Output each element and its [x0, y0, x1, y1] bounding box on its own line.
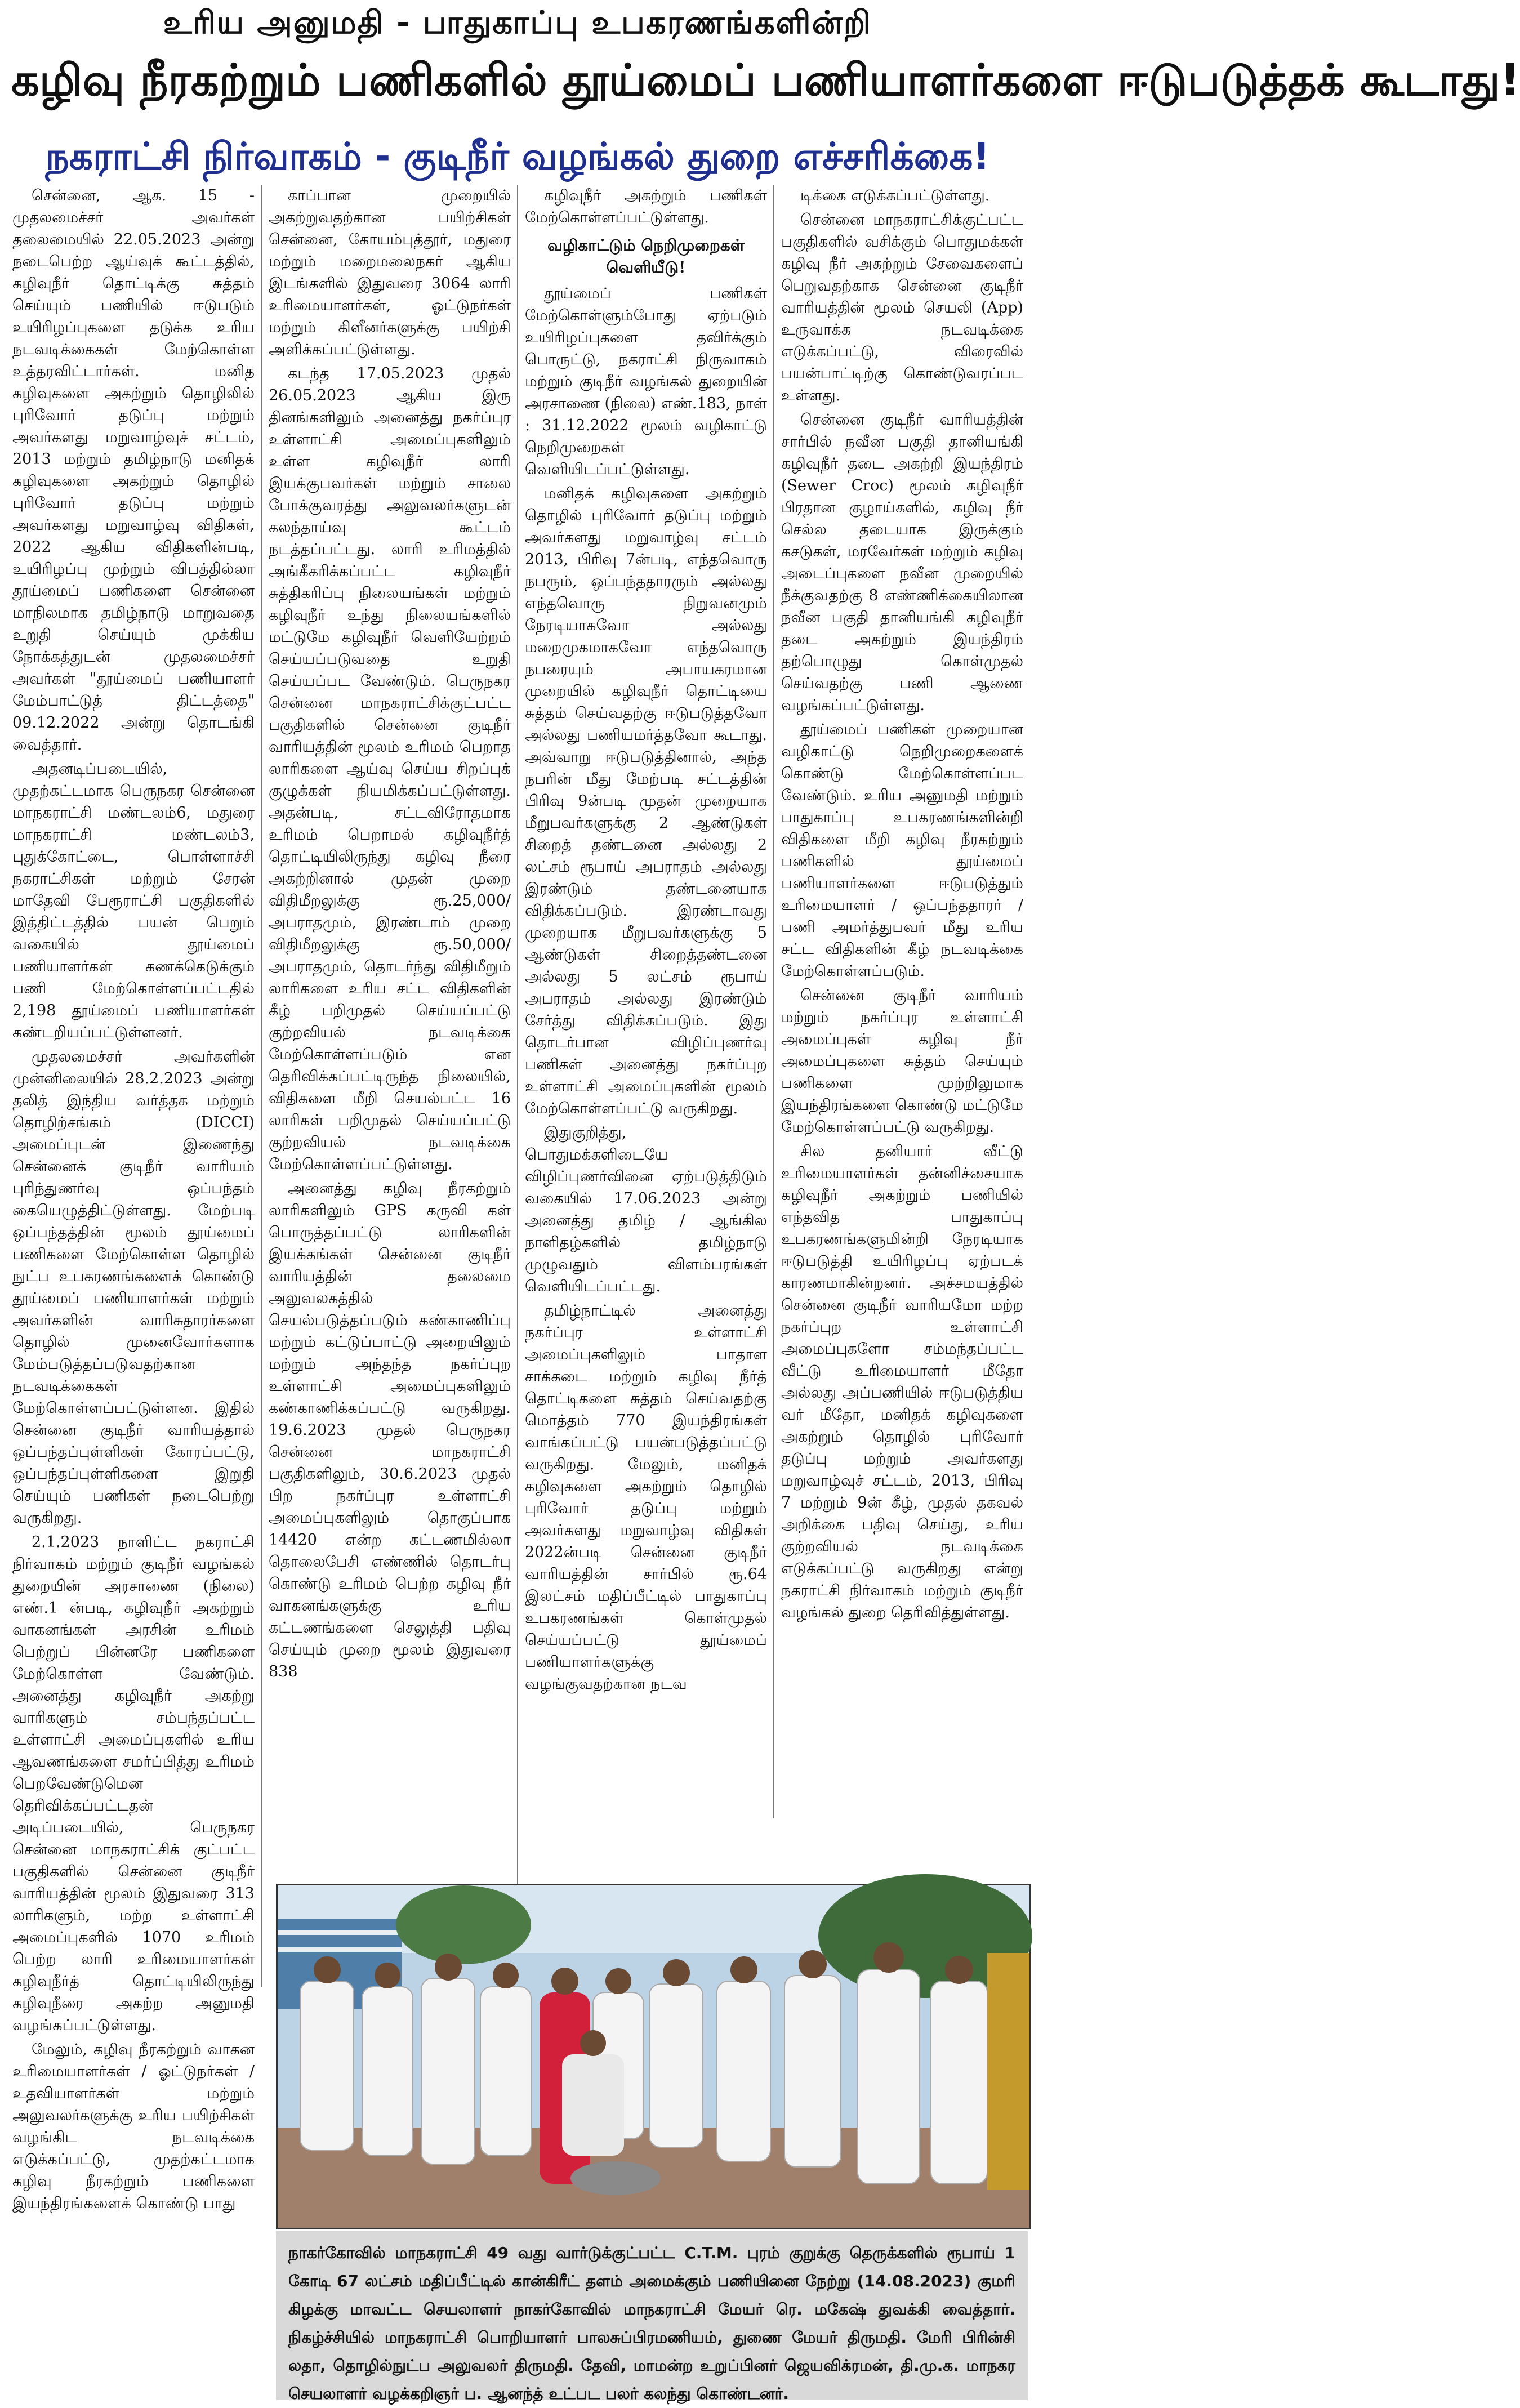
- paragraph: அனைத்து கழிவு நீரகற்றும் லாரிகளிலும் GPS கருவி கள் பொருத்தப்பட்டு லாரிகளின் இயக்கங்கள் சென்னை குடிநீர் வாரியத்தின் தலைமை அலுவலகத்தில் செயல்படுத்தப்படும் கண்காணிப்பு மற்றும் கட்டுப்பாட்டு அறையிலும் மற்றும் அந்தந்த நகர்ப்புற உள்ளாட்சி அமைப்புகளிலும் கண்காணிக்கப்பட்டு வருகிறது. 19.6.2023 முதல் பெருநகர சென்னை மாநகராட்சி பகுதிகளிலும், 30.6.2023 முதல் பிற நகர்ப்புர உள்ளாட்சி அமைப்புகளிலும் தொகுப்பாக 14420 என்ற கட்டணமில்லா தொலைபேசி எண்ணில் தொடர்பு கொண்டு உரிமம் பெற்ற கழிவு நீர் வாகனங்களுக்கு உரிய கட்டணங்களை செலுத்தி பதிவு செய்யும் முறை மூலம் இதுவரை 838: [269, 1180, 511, 1680]
- paragraph: சில தனியார் வீட்டு உரிமையாளர்கள் தன்னிச்சையாக கழிவுநீர் அகற்றும் பணியில் எந்தவித பாதுகாப்பு உபகரணங்களுமின்றி நேரடியாக ஈடுபடுத்தி உயிரிழப்பு ஏற்படக் காரணமாகின்றனர். அச்சமயத்தில் சென்னை குடிநீர் வாரியமோ மற்ற நகர்ப்புற உள்ளாட்சி அமைப்புகளோ சம்மந்தப்பட்ட வீட்டு உரிமையாளர் மீதோ அல்லது அப்பணியில் ஈடுபடுத்திய வர் மீதோ, மனிதக் கழிவுகளை அகற்றும் தொழில் புரிவோர் தடுப்பு மற்றும் அவர்களது மறுவாழ்வுச் சட்டம், 2013, பிரிவு 7 மற்றும் 9ன் கீழ், முதல் தகவல் அறிக்கை பதிவு செய்து, உரிய குற்றவியல் நடவடிக்கை எடுக்கப்பட்டு வருகிறது என்று நகராட்சி நிர்வாகம் மற்றும் குடிநீர் வழங்கல் துறை தெரிவித்துள்ளது.: [781, 1143, 1023, 1621]
- paragraph: சென்னை, ஆக. 15 - முதலமைச்சர் அவர்கள் தலைமையில் 22.05.2023 அன்று நடைபெற்ற ஆய்வுக் கூட்டத்தில், கழிவுநீர் தொட்டிக்கு சுத்தம் செய்யும் பணியில் ஈடுபடும் உயிரிழப்புகளை தடுக்க உரிய நடவடிக்கைகள் மேற்கொள்ள உத்தரவிட்டார்கள். மனித கழிவுகளை அகற்றும் தொழிலில் புரிவோர் தடுப்பு மற்றும் அவர்களது மறுவாழ்வுச் சட்டம், 2013 மற்றும் தமிழ்நாடு மனிதக் கழிவுகளை அகற்றும் தொழில் புரிவோர் தடுப்பு மற்றும் அவர்களது மறுவாழ்வு விதிகள், 2022 ஆகிய விதிகளின்படி, உயிரிழப்பு முற்றும் விபத்தில்லா தூய்மைப் பணிகளை சென்னை மாநிலமாக தமிழ்நாடு மாறுவதை உறுதி செய்யும் முக்கிய நோக்கத்துடன் முதலமைச்சர் அவர்கள் "தூய்மைப் பணியாளர் மேம்பாட்டுத் திட்டத்தை" 09.12.2022 அன்று தொடங்கி வைத்தார்.: [12, 187, 255, 753]
- column-divider: [261, 185, 262, 1987]
- kicker: உரிய அனுமதி - பாதுகாப்பு உபகரணங்களின்றி: [163, 5, 872, 41]
- paragraph: காப்பான முறையில் அகற்றுவதற்கான பயிற்சிகள் சென்னை, கோயம்புத்தூர், மதுரை மற்றும் மறைமலைநகர் ஆகிய இடங்களில் இதுவரை 3064 லாரி உரிமையாளர்கள், ஓட்டுநர்கள் மற்றும் கிளீனர்களுக்கு பயிற்சி அளிக்கப்பட்டுள்ளது.: [269, 187, 511, 358]
- side-heading: வழிகாட்டும் நெறிமுறைகள் வெளியீடு!: [547, 236, 745, 277]
- headline: கழிவு நீரகற்றும் பணிகளில் தூய்மைப் பணியாளர்களை ஈடுபடுத்தக் கூடாது!: [11, 55, 1520, 106]
- paragraph: கடந்த 17.05.2023 முதல் 26.05.2023 ஆகிய இரு தினங்களிலும் அனைத்து நகர்ப்புர உள்ளாட்சி அமைப்புகளிலும் உள்ள கழிவுநீர் லாரி இயக்குபவர்கள் மற்றும் சாலை போக்குவரத்து அலுவலர்களுடன் கலந்தாய்வு கூட்டம் நடத்தப்பட்டது. லாரி உரிமத்தில் அங்கீகரிக்கப்பட்ட கழிவுநீர் சுத்திகரிப்பு நிலையங்கள் மற்றும் கழிவுநீர் உந்து நிலையங்களில் மட்டுமே கழிவுநீர் வெளியேற்றம் செய்யப்படுவதை உறுதி செய்யப்பட வேண்டும். பெருநகர சென்னை மாநகராட்சிக்குட்பட்ட பகுதிகளில் சென்னை குடிநீர் வாரியத்தின் மூலம் உரிமம் பெறாத லாரிகளை ஆய்வு செய்ய சிறப்புக் குழுக்கள் நியமிக்கப்பட்டுள்ளது. அதன்படி, சட்டவிரோதமாக உரிமம் பெறாமல் கழிவுநீர்த் தொட்டியிலிருந்து கழிவு நீரை அகற்றினால் முதன் முறை விதிமீறலுக்கு ரூ.25,000/ அபராதமும், இரண்டாம் முறை விதிமீறலுக்கு ரூ.50,000/ அபராதமும், தொடர்ந்து விதிமீறும் லாரிகளை உரிய சட்ட விதிகளின் கீழ் பறிமுதல் செய்யப்பட்டு குற்றவியல் நடவடிக்கை மேற்கொள்ளப்படும் என தெரிவிக்கப்பட்டிருந்த நிலையில், விதிகளை மீறி செயல்பட்ட 16 லாரிகள் பறிமுதல் செய்யப்பட்டு குற்றவியல் நடவடிக்கை மேற்கொள்ளப்பட்டுள்ளது.: [269, 365, 511, 1173]
- column-1: [12, 185, 255, 2212]
- paragraph: முதலமைச்சர் அவர்களின் முன்னிலையில் 28.2.2023 அன்று தலித் இந்திய வர்த்தக மற்றும் தொழிற்சங்கம் (DICCI) அமைப்புடன் இணைந்து சென்னைக் குடிநீர் வாரியம் புரிந்துணர்வு ஒப்பந்தம் கையெழுத்திட்டுள்ளது. மேற்படி ஒப்பந்தத்தின் மூலம் தூய்மைப் பணிகளை மேற்கொள்ள தொழில் நுட்ப உபகரணங்களைக் கொண்டு தூய்மைப் பணியாளர்கள் மற்றும் அவர்களின் வாரிசுதாரர்களை தொழில் முனைவோர்களாக மேம்படுத்தப்படுவதற்கான நடவடிக்கைகள் மேற்கொள்ளப்பட்டுள்ளன. இதில் சென்னை குடிநீர் வாரியத்தால் ஒப்பந்தப்புள்ளிகள் கோரப்பட்டு, ஒப்பந்தப்புள்ளிகளை இறுதி செய்யும் பணிகள் நடைபெற்று வருகிறது.: [12, 1048, 255, 1527]
- paragraph: சென்னை மாநகராட்சிக்குட்பட்ட பகுதிகளில் வசிக்கும் பொதுமக்கள் கழிவு நீர் அகற்றும் சேவைகளைப் பெறுவதற்காக சென்னை குடிநீர் வாரியத்தின் மூலம் செயலி (App) உருவாக்க நடவடிக்கை எடுக்கப்பட்டு, விரைவில் பயன்பாட்டிற்கு கொண்டுவரப்பட உள்ளது.: [781, 211, 1023, 404]
- paragraph: மனிதக் கழிவுகளை அகற்றும் தொழில் புரிவோர் தடுப்பு மற்றும் அவர்களது மறுவாழ்வு சட்டம் 2013, பிரிவு 7ன்படி, எந்தவொரு நபரும், ஒப்பந்ததாரரும் அல்லது எந்தவொரு நிறுவனமும் நேரடியாகவோ அல்லது மறைமுகமாகவோ எந்தவொரு நபரையும் அபாயகரமான முறையில் கழிவுநீர் தொட்டியை சுத்தம் செய்வதற்கு ஈடுபடுத்தவோ அல்லது பணியமர்த்தவோ கூடாது. அவ்வாறு ஈடுபடுத்தினால், அந்த நபரின் மீது மேற்படி சட்டத்தின் பிரிவு 9ன்படி முதன் முறையாக மீறுபவர்களுக்கு 2 ஆண்டுகள் சிறைத் தண்டனை அல்லது 2 லட்சம் ரூபாய் அபராதம் அல்லது இரண்டும் தண்டனையாக விதிக்கப்படும். இரண்டாவது முறையாக மீறுபவர்களுக்கு 5 ஆண்டுகள் சிறைத்தண்டனை அல்லது 5 லட்சம் ரூபாய் அபராதம் அல்லது இரண்டும் சேர்த்து விதிக்கப்படும். இது தொடர்பான விழிப்புணர்வு பணிகள் அனைத்து நகர்ப்புற உள்ளாட்சி அமைப்புகளின் மூலம் மேற்கொள்ளப்பட்டு வருகிறது.: [525, 485, 767, 1117]
- paragraph: தூய்மைப் பணிகள் முறையான வழிகாட்டு நெறிமுறைகளைக் கொண்டு மேற்கொள்ளப்பட வேண்டும். உரிய அனுமதி மற்றும் பாதுகாப்பு உபகரணங்களின்றி விதிகளை மீறி கழிவு நீரகற்றும் பணிகளில் தூய்மைப் பணியாளர்களை ஈடுபடுத்தும் உரிமையாளர் / ஒப்பந்ததாரர் / பணி அமர்த்துபவர் மீது உரிய சட்ட விதிகளின் கீழ் நடவடிக்கை மேற்கொள்ளப்படும்.: [781, 721, 1023, 980]
- paragraph: 2.1.2023 நாளிட்ட நகராட்சி நிர்வாகம் மற்றும் குடிநீர் வழங்கல் துறையின் அரசாணை (நிலை) எண்.1 ன்படி, கழிவுநீர் அகற்றும் வாகனங்கள் அரசின் உரிமம் பெற்றுப் பின்னரே பணிகளை மேற்கொள்ள வேண்டும். அனைத்து கழிவுநீர் அகற்று வாரிகளும் சம்பந்தப்பட்ட உள்ளாட்சி அமைப்புகளில் உரிய ஆவணங்களை சமர்ப்பித்து உரிமம் பெறவேண்டுமென தெரிவிக்கப்பட்டதன் அடிப்படையில், பெருநகர சென்னை மாநகராட்சிக் குட்பட்ட பகுதிகளில் சென்னை குடிநீர் வாரியத்தின் மூலம் இதுவரை 313 லாரிகளும், மற்ற உள்ளாட்சி அமைப்புகளில் 1070 உரிமம் பெற்ற லாரி உரிமையாளர்கள் கழிவுநீர்த் தொட்டியிலிருந்து கழிவுநீரை அகற்ற அனுமதி வழங்கப்பட்டுள்ளது.: [12, 1533, 255, 2034]
- subhead: நகராட்சி நிர்வாகம் - குடிநீர் வழங்கல் துறை எச்சரிக்கை!: [45, 135, 990, 178]
- column-3: [525, 185, 767, 1693]
- column-divider: [773, 185, 774, 1818]
- photo-caption: நாகர்கோவில் மாநகராட்சி 49 வது வார்டுக்குட்பட்ட C.T.M. புரம் குறுக்கு தெருக்களில் ரூபாய் 1 கோடி 67 லட்சம் மதிப்பீட்டில் கான்கிரீட் தளம் அமைக்கும் பணியினை நேற்று (14.08.2023) குமரி கிழக்கு மாவட்ட செயலாளர் நாகர்கோவில் மாநகராட்சி மேயர் ரெ. மகேஷ் துவக்கி வைத்தார். நிகழ்ச்சியில் மாநகராட்சி பொறியாளர் பாலசுப்பிரமணியம், துணை மேயர் திருமதி. மேரி பிரின்சி லதா, தொழில்நுட்ப அலுவலர் திருமதி. தேவி, மாமன்ற உறுப்பினர் ஜெயவிக்ரமன், தி.மு.க. மாநகர செயலாளர் வழக்கறிஞர் ப. ஆனந்த் உட்பட பலர் கலந்து கொண்டனர்.: [276, 2231, 1028, 2400]
- column-divider: [517, 185, 518, 1987]
- paragraph: தமிழ்நாட்டில் அனைத்து நகர்ப்புர உள்ளாட்சி அமைப்புகளிலும் பாதாள சாக்கடை மற்றும் கழிவு நீர்த் தொட்டிகளை சுத்தம் செய்வதற்கு மொத்தம் 770 இயந்திரங்கள் வாங்கப்பட்டு பயன்படுத்தப்பட்டு வருகிறது. மேலும், மனிதக் கழிவுகளை அகற்றும் தொழில் புரிவோர் தடுப்பு மற்றும் அவர்களது மறுவாழ்வு விதிகள் 2022ன்படி சென்னை குடிநீர் வாரியத்தின் சார்பில் ரூ.64 இலட்சம் மதிப்பீட்டில் பாதுகாப்பு உபகரணங்கள் கொள்முதல் செய்யப்பட்டு தூய்மைப் பணியாளர்களுக்கு வழங்குவதற்கான நடவ: [525, 1302, 767, 1693]
- event-photo: [276, 1884, 1031, 2229]
- paragraph: சென்னை குடிநீர் வாரியத்தின் சார்பில் நவீன பகுதி தானியங்கி கழிவுநீர் தடை அகற்றி இயந்திரம் (Sewer Croc) மூலம் கழிவுநீர் பிரதான குழாய்களில், கழிவு நீர் செல்ல தடையாக இருக்கும் கசடுகள், மரவேர்கள் மற்றும் கழிவு அடைப்புகளை நவீன முறையில் நீக்குவதற்கு 8 எண்ணிக்கையிலான நவீன பகுதி தானியங்கி கழிவுநீர் தடை அகற்றும் இயந்திரம் தற்பொழுது கொள்முதல் செய்வதற்கு பணி ஆணை வழங்கப்பட்டுள்ளது.: [781, 411, 1023, 714]
- paragraph: அதனடிப்படையில், முதற்கட்டமாக பெருநகர சென்னை மாநகராட்சி மண்டலம்6, மதுரை மாநகராட்சி மண்டலம்3, புதுக்கோட்டை, பொள்ளாச்சி நகராட்சிகள் மற்றும் சேரன் மாதேவி பேரூராட்சி பகுதிகளில் இத்திட்டத்தில் பயன் பெறும் வகையில் தூய்மைப் பணியாளர்கள் கணக்கெடுக்கும் பணி மேற்கொள்ளப்பட்டதில் 2,198 தூய்மைப் பணியாளர்கள் கண்டறியப்பட்டுள்ளனர்.: [12, 760, 255, 1041]
- article-body: [12, 185, 1024, 2212]
- paragraph: தூய்மைப் பணிகள் மேற்கொள்ளும்போது ஏற்படும் உயிரிழப்புகளை தவிர்க்கும் பொருட்டு, நகராட்சி நிருவாகம் மற்றும் குடிநீர் வழங்கல் துறையின் அரசாணை (நிலை) எண்.183, நாள் : 31.12.2022 மூலம் வழிகாட்டு நெறிமுறைகள் வெளியிடப்பட்டுள்ளது.: [525, 285, 767, 478]
- paragraph: சென்னை குடிநீர் வாரியம் மற்றும் நகர்ப்புர உள்ளாட்சி அமைப்புகள் கழிவு நீர் அமைப்புகளை சுத்தம் செய்யும் பணிகளை முற்றிலுமாக இயந்திரங்களை கொண்டு மட்டுமே மேற்கொள்ளப்பட்டு வருகிறது.: [781, 987, 1023, 1136]
- paragraph: மேலும், கழிவு நீரகற்றும் வாகன உரிமையாளர்கள் / ஓட்டுநர்கள் / உதவியாளர்கள் மற்றும் அலுவலர்களுக்கு உரிய பயிற்சிகள் வழங்கிட நடவடிக்கை எடுக்கப்பட்டு, முதற்கட்டமாக கழிவு நீரகற்றும் பணிகளை இயந்திரங்களைக் கொண்டு பாது: [12, 2041, 255, 2212]
- paragraph: கழிவுநீர் அகற்றும் பணிகள் மேற்கொள்ளப்பட்டுள்ளது.: [525, 187, 767, 226]
- paragraph: இதுகுறித்து, பொதுமக்களிடையே விழிப்புணர்வினை ஏற்படுத்திடும் வகையில் 17.06.2023 அன்று அனைத்து தமிழ் / ஆங்கில நாளிதழ்களில் தமிழ்நாடு முழுவதும் விளம்பரங்கள் வெளியிடப்பட்டது.: [525, 1124, 767, 1295]
- paragraph: டிக்கை எடுக்கப்பட்டுள்ளது.: [800, 187, 990, 204]
- column-2: [269, 185, 511, 2021]
- column-4: [781, 185, 1023, 1818]
